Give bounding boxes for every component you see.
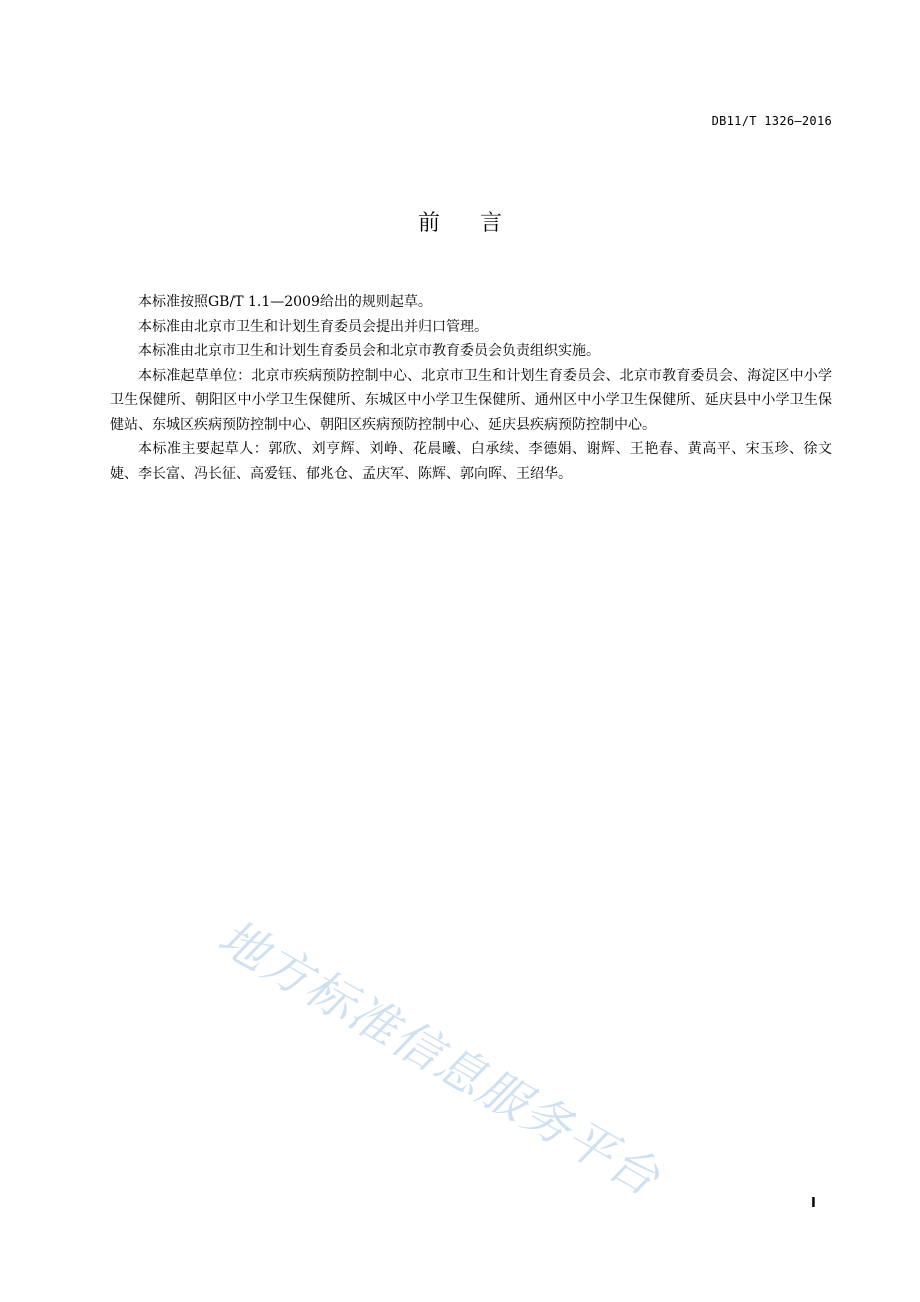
document-code: DB11/T 1326—2016 (711, 114, 832, 128)
paragraph-drafting-units: 本标准起草单位：北京市疾病预防控制中心、北京市卫生和计划生育委员会、北京市教育委员会、海淀区中小学卫生保健所、朝阳区中小学卫生保健所、东城区中小学卫生保健所、通州区中小学卫生保健所、延庆县中小学卫生保健站、东城区疾病预防控制中心、朝阳区疾病预防控制中心、延庆县疾病预防控制中心。 (110, 367, 832, 433)
paragraph-drafting-rules: 本标准按照GB/T 1.1—2009给出的规则起草。 (138, 294, 432, 310)
page-title: 前言 (417, 211, 542, 236)
page-number: I (811, 1196, 816, 1211)
paragraph-implementation: 本标准由北京市卫生和计划生育委员会和北京市教育委员会负责组织实施。 (138, 343, 600, 359)
watermark: 地方标准信息服务平台 (208, 909, 670, 1208)
paragraph-drafters: 本标准主要起草人：郭欣、刘亨辉、刘峥、花晨曦、白承续、李德娟、谢辉、王艳春、黄高平、宋玉珍、徐文婕、李长富、冯长征、高爱钰、郁兆仓、孟庆军、陈辉、郭向晖、王绍华。 (110, 441, 832, 482)
document-body (110, 290, 832, 486)
paragraph-proposer: 本标准由北京市卫生和计划生育委员会提出并归口管理。 (138, 318, 488, 335)
